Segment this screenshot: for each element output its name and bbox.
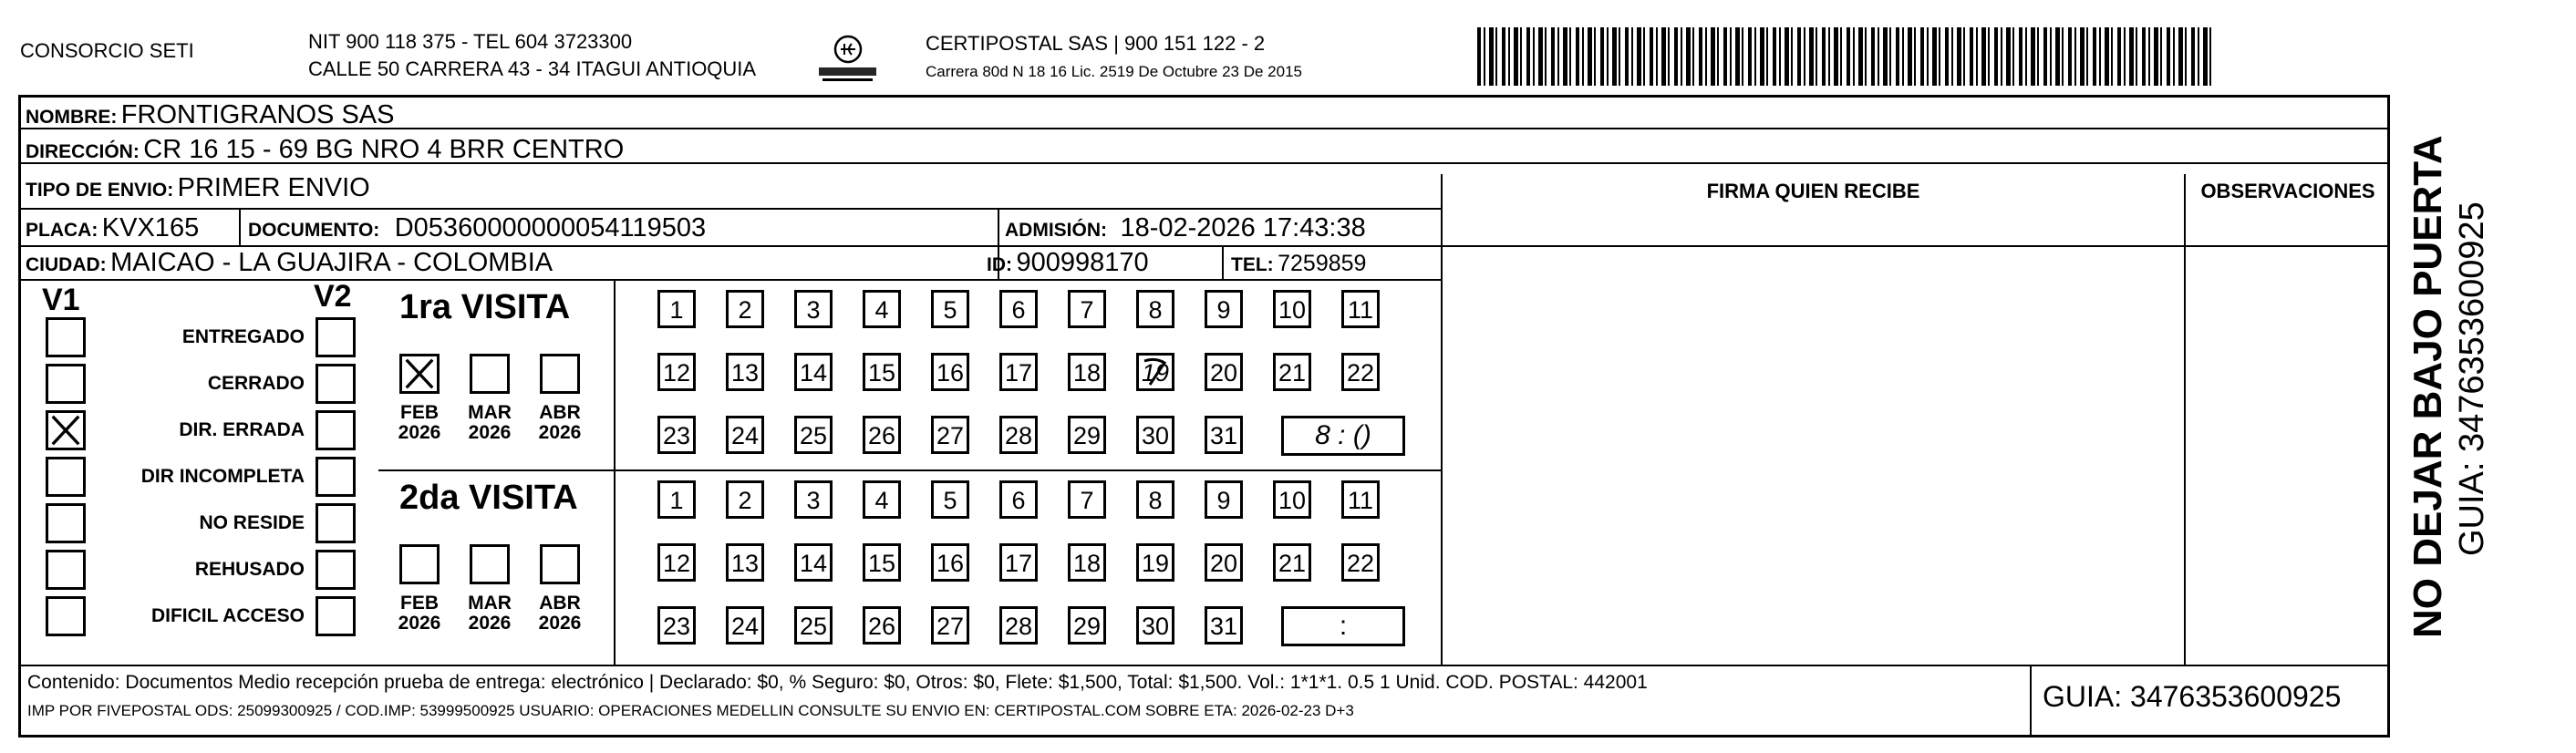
day-box[interactable]: 25 bbox=[794, 416, 833, 454]
company-name: CONSORCIO SETI bbox=[20, 39, 194, 62]
day-box[interactable]: 14 bbox=[794, 543, 833, 582]
month-label bbox=[528, 593, 592, 634]
nombre-row bbox=[26, 102, 394, 129]
day-box[interactable]: 8 bbox=[1136, 480, 1174, 519]
status-v1-checkbox[interactable] bbox=[46, 596, 86, 636]
placa-row bbox=[26, 215, 199, 242]
status-label: ENTREGADO bbox=[181, 326, 305, 347]
month-label bbox=[458, 403, 522, 443]
day-box[interactable]: 11 bbox=[1341, 290, 1380, 328]
day-box[interactable]: 18 bbox=[1068, 353, 1106, 391]
visit-title: 1ra VISITA bbox=[399, 288, 571, 326]
status-label: CERRADO bbox=[207, 373, 305, 394]
month-year: 2026 bbox=[468, 613, 512, 634]
day-box[interactable]: 13 bbox=[726, 543, 764, 582]
signature-area[interactable] bbox=[1443, 210, 2184, 665]
rule bbox=[18, 279, 1441, 281]
documento-value: D05360000000054119503 bbox=[394, 213, 707, 242]
time-box[interactable]: 8 : () bbox=[1281, 416, 1405, 456]
status-v1-checkbox[interactable] bbox=[46, 410, 86, 450]
tipo-label: TIPO DE ENVIO: bbox=[26, 180, 174, 201]
day-box[interactable]: 4 bbox=[863, 480, 901, 519]
day-box[interactable]: 27 bbox=[931, 606, 969, 645]
status-v2-checkbox[interactable] bbox=[316, 503, 356, 543]
month-checkbox[interactable] bbox=[470, 354, 510, 394]
day-box[interactable]: 17 bbox=[999, 543, 1038, 582]
month-year: 2026 bbox=[468, 422, 512, 444]
status-label: DIFICIL ACCESO bbox=[150, 605, 305, 626]
rule bbox=[239, 210, 241, 246]
day-box[interactable]: 9 bbox=[1205, 480, 1243, 519]
tipo-row bbox=[26, 175, 370, 201]
day-box[interactable]: 30 bbox=[1136, 606, 1174, 645]
month-year: 2026 bbox=[398, 422, 441, 444]
day-box[interactable]: 15 bbox=[863, 543, 901, 582]
month-checkbox[interactable] bbox=[540, 354, 580, 394]
day-box[interactable]: 1 bbox=[657, 480, 696, 519]
month-checkbox[interactable] bbox=[470, 544, 510, 584]
day-box[interactable]: 28 bbox=[999, 416, 1038, 454]
status-label: DIR INCOMPLETA bbox=[140, 466, 305, 487]
visit-title: 2da VISITA bbox=[399, 479, 578, 517]
day-box[interactable]: 3 bbox=[794, 480, 833, 519]
day-box[interactable]: 6 bbox=[999, 290, 1038, 328]
status-v2-checkbox[interactable] bbox=[316, 317, 356, 357]
nombre-value: FRONTIGRANOS SAS bbox=[120, 100, 395, 129]
barcode bbox=[1477, 27, 2211, 86]
status-v2-checkbox[interactable] bbox=[316, 410, 356, 450]
tel-value: 7259859 bbox=[1278, 251, 1367, 276]
ciudad-row bbox=[26, 250, 553, 276]
day-box[interactable]: 7 bbox=[1068, 480, 1106, 519]
side-guia: GUIA: 3476353600925 bbox=[2453, 201, 2491, 556]
month-name: FEB bbox=[400, 593, 439, 614]
day-box[interactable]: 16 bbox=[931, 543, 969, 582]
day-box[interactable]: 18 bbox=[1068, 543, 1106, 582]
day-box[interactable]: 22 bbox=[1341, 353, 1380, 391]
status-v1-checkbox[interactable] bbox=[46, 317, 86, 357]
observations-area[interactable] bbox=[2186, 210, 2390, 665]
month-year: 2026 bbox=[538, 613, 582, 634]
tel-row bbox=[1231, 253, 1366, 275]
day-box[interactable]: 10 bbox=[1273, 290, 1311, 328]
documento-row bbox=[248, 215, 706, 242]
id-label: ID: bbox=[987, 254, 1012, 275]
day-box[interactable]: 5 bbox=[931, 290, 969, 328]
day-box[interactable]: 13 bbox=[726, 353, 764, 391]
placa-label: PLACA: bbox=[26, 220, 98, 241]
rule bbox=[378, 469, 1441, 471]
status-v2-checkbox[interactable] bbox=[316, 550, 356, 590]
v2-label: V2 bbox=[314, 279, 352, 314]
day-box[interactable]: 16 bbox=[931, 353, 969, 391]
month-name: ABR bbox=[539, 402, 581, 423]
day-box[interactable]: 19 bbox=[1136, 543, 1174, 582]
status-v2-checkbox[interactable] bbox=[316, 364, 356, 404]
firma-header: FIRMA QUIEN RECIBE bbox=[1706, 180, 1920, 202]
day-box[interactable]: 24 bbox=[726, 416, 764, 454]
day-box[interactable]: 10 bbox=[1273, 480, 1311, 519]
day-box[interactable]: 11 bbox=[1341, 480, 1380, 519]
day-box[interactable]: 21 bbox=[1273, 543, 1311, 582]
handwritten-mark bbox=[1139, 356, 1172, 388]
footer-guia: GUIA: 3476353600925 bbox=[2043, 680, 2342, 713]
day-box[interactable]: 3 bbox=[794, 290, 833, 328]
rule bbox=[2030, 666, 2032, 738]
day-box[interactable]: 22 bbox=[1341, 543, 1380, 582]
id-row bbox=[987, 250, 1149, 276]
day-box[interactable]: 8 bbox=[1136, 290, 1174, 328]
month-label bbox=[388, 593, 451, 634]
status-v2-checkbox[interactable] bbox=[316, 457, 356, 497]
direccion-row bbox=[26, 137, 624, 163]
status-v1-checkbox[interactable] bbox=[46, 457, 86, 497]
day-box[interactable]: 4 bbox=[863, 290, 901, 328]
carrier-line: CERTIPOSTAL SAS | 900 151 122 - 2 bbox=[926, 32, 1266, 55]
month-name: FEB bbox=[400, 402, 439, 423]
day-box[interactable]: 12 bbox=[657, 353, 696, 391]
day-box[interactable]: 2 bbox=[726, 290, 764, 328]
status-label: REHUSADO bbox=[194, 559, 305, 580]
day-box[interactable]: 9 bbox=[1205, 290, 1243, 328]
day-box[interactable]: 27 bbox=[931, 416, 969, 454]
admision-row bbox=[1005, 215, 1366, 242]
v1-label: V1 bbox=[42, 283, 80, 317]
day-box[interactable]: 24 bbox=[726, 606, 764, 645]
imp-line: IMP POR FIVEPOSTAL ODS: 25099300925 / COD.IMP: 53999500925 USUARIO: OPERACIONES MEDELLIN CONSULTE SU ENVIO EN: CERTIPOSTAL.COM SOBRE ETA: 2026-02-23 D+3 bbox=[27, 702, 1354, 719]
status-label: DIR. ERRADA bbox=[179, 419, 305, 440]
nit-line: NIT 900 118 375 - TEL 604 3723300 bbox=[308, 30, 633, 53]
status-v2-checkbox[interactable] bbox=[316, 596, 356, 636]
month-label bbox=[388, 403, 451, 443]
status-label: NO RESIDE bbox=[199, 512, 305, 533]
ciudad-label: CIUDAD: bbox=[26, 254, 107, 275]
month-checkbox[interactable] bbox=[540, 544, 580, 584]
admision-label: ADMISIÓN: bbox=[1005, 220, 1107, 241]
content-line: Contenido: Documentos Medio recepción prueba de entrega: electrónico | Declarado: $0, % Seguro: $0, Otros: $0, Flete: $1,500, Total: $1,500. Vol.: 1*1*1. 0.5 1 Unid. COD. POSTAL: 442001 bbox=[27, 672, 1648, 693]
month-name: MAR bbox=[468, 593, 512, 614]
nombre-label: NOMBRE: bbox=[26, 107, 118, 128]
no-dejar-warning: NO DEJAR BAJO PUERTA bbox=[2405, 135, 2450, 638]
rule bbox=[614, 281, 616, 665]
month-name: ABR bbox=[539, 593, 581, 614]
day-box[interactable]: 2 bbox=[726, 480, 764, 519]
direccion-value: CR 16 15 - 69 BG NRO 4 BRR CENTRO bbox=[143, 135, 625, 164]
marked-day-number: 19 bbox=[1141, 359, 1170, 387]
admision-value: 18-02-2026 17:43:38 bbox=[1120, 213, 1366, 242]
status-v1-checkbox[interactable] bbox=[46, 364, 86, 404]
day-box[interactable]: 31 bbox=[1205, 416, 1243, 454]
direccion-label: DIRECCIÓN: bbox=[26, 141, 140, 162]
day-box[interactable]: 21 bbox=[1273, 353, 1311, 391]
day-box[interactable]: 29 bbox=[1068, 606, 1106, 645]
day-box[interactable]: 30 bbox=[1136, 416, 1174, 454]
certipostal-logo bbox=[813, 33, 882, 86]
id-value: 900998170 bbox=[1016, 248, 1149, 277]
day-box[interactable]: 23 bbox=[657, 416, 696, 454]
day-box[interactable]: 28 bbox=[999, 606, 1038, 645]
documento-label: DOCUMENTO: bbox=[248, 220, 380, 241]
license-line: Carrera 80d N 18 16 Lic. 2519 De Octubre 23 De 2015 bbox=[926, 63, 1302, 80]
day-box[interactable] bbox=[1136, 353, 1174, 391]
month-year: 2026 bbox=[538, 422, 582, 444]
tel-label: TEL: bbox=[1231, 254, 1274, 275]
day-box[interactable]: 23 bbox=[657, 606, 696, 645]
observaciones-header: OBSERVACIONES bbox=[2200, 180, 2375, 202]
rule bbox=[1222, 247, 1224, 279]
day-box[interactable]: 5 bbox=[931, 480, 969, 519]
status-v1-checkbox[interactable] bbox=[46, 503, 86, 543]
day-box[interactable]: 6 bbox=[999, 480, 1038, 519]
month-checkbox[interactable] bbox=[399, 544, 440, 584]
rule bbox=[18, 665, 2390, 666]
placa-value: KVX165 bbox=[101, 213, 200, 242]
tipo-value: PRIMER ENVIO bbox=[177, 173, 370, 202]
day-box[interactable]: 25 bbox=[794, 606, 833, 645]
address-line: CALLE 50 CARRERA 43 - 34 ITAGUI ANTIOQUIA bbox=[308, 57, 757, 80]
day-box[interactable]: 20 bbox=[1205, 543, 1243, 582]
day-box[interactable]: 1 bbox=[657, 290, 696, 328]
rule bbox=[18, 208, 1441, 210]
day-box[interactable]: 17 bbox=[999, 353, 1038, 391]
day-box[interactable]: 29 bbox=[1068, 416, 1106, 454]
day-box[interactable]: 26 bbox=[863, 606, 901, 645]
time-box[interactable]: : bbox=[1281, 606, 1405, 646]
status-v1-checkbox[interactable] bbox=[46, 550, 86, 590]
day-box[interactable]: 12 bbox=[657, 543, 696, 582]
day-box[interactable]: 26 bbox=[863, 416, 901, 454]
month-label bbox=[528, 403, 592, 443]
day-box[interactable]: 7 bbox=[1068, 290, 1106, 328]
day-box[interactable]: 20 bbox=[1205, 353, 1243, 391]
day-box[interactable]: 14 bbox=[794, 353, 833, 391]
day-box[interactable]: 31 bbox=[1205, 606, 1243, 645]
ciudad-value: MAICAO - LA GUAJIRA - COLOMBIA bbox=[110, 248, 553, 277]
day-box[interactable]: 15 bbox=[863, 353, 901, 391]
month-label bbox=[458, 593, 522, 634]
month-checkbox[interactable] bbox=[399, 354, 440, 394]
month-year: 2026 bbox=[398, 613, 441, 634]
month-name: MAR bbox=[468, 402, 512, 423]
